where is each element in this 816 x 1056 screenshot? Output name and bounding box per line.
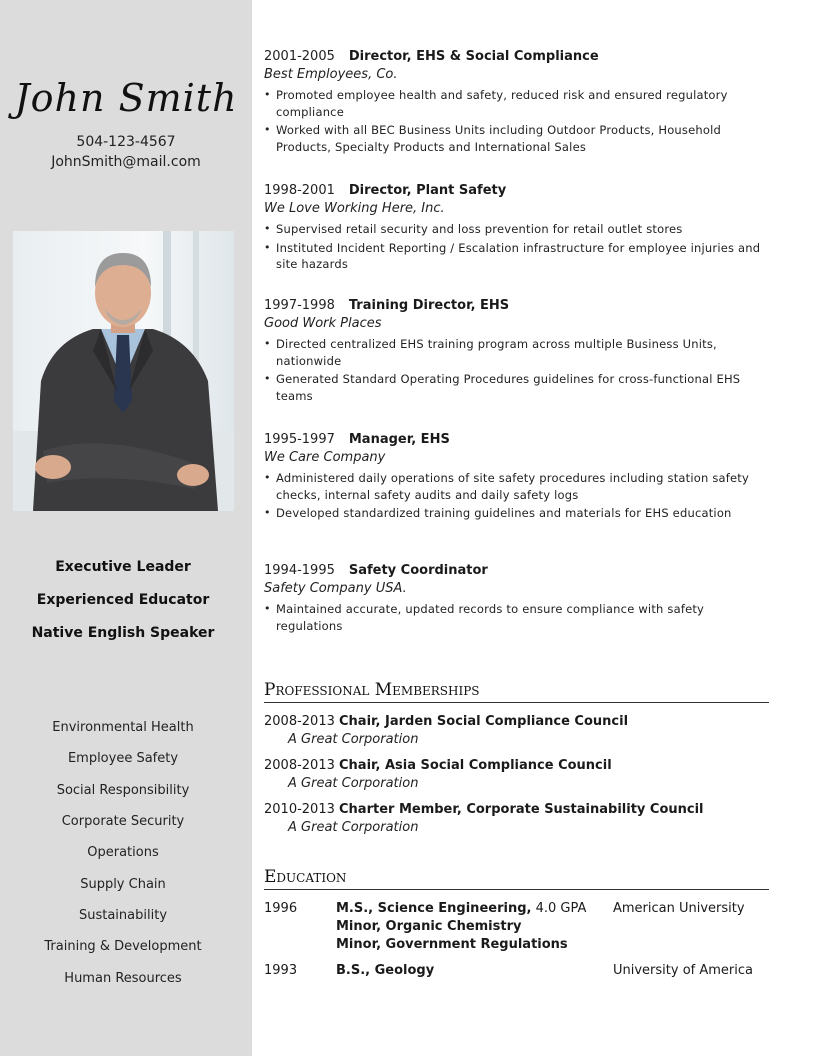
membership-entry xyxy=(264,801,769,837)
membership-org: A Great Corporation xyxy=(288,732,419,747)
education-school: University of America xyxy=(613,963,753,978)
skill-item: Corporate Security xyxy=(61,814,185,829)
job-years: 2001-2005 xyxy=(264,49,335,64)
education-minor: Minor, Government Regulations xyxy=(336,937,568,952)
tagline-experienced-educator: Experienced Educator xyxy=(36,592,210,608)
skill-item: Social Responsibility xyxy=(56,783,190,798)
email-address: JohnSmith@mail.com xyxy=(51,154,201,170)
job-bullet: • Directed centralized EHS training program across multiple Business Units, nationwide xyxy=(264,336,769,369)
job-bullets xyxy=(264,470,769,522)
education-year: 1993 xyxy=(264,963,298,978)
education-heading: Education xyxy=(264,867,769,890)
education-degree: B.S., Geology xyxy=(336,963,435,978)
phone-number: 504-123-4567 xyxy=(76,134,176,150)
education-minor: Minor, Organic Chemistry xyxy=(336,919,522,934)
candidate-name: John Smith xyxy=(14,76,238,120)
skill-item: Human Resources xyxy=(64,971,182,986)
education-entry xyxy=(264,900,769,956)
portrait-illustration xyxy=(13,231,234,511)
education-gpa: 4.0 GPA xyxy=(531,901,587,916)
job-bullets xyxy=(264,221,769,273)
job-title: Director, Plant Safety xyxy=(348,183,507,198)
skill-item: Environmental Health xyxy=(52,720,194,735)
skill-item: Supply Chain xyxy=(80,877,166,892)
job-years: 1998-2001 xyxy=(264,183,335,198)
education-degree-block xyxy=(336,900,586,954)
tagline-native-english: Native English Speaker xyxy=(31,625,215,641)
job-bullet: • Administered daily operations of site safety procedures including station safety checks, internal safety audits and daily safety logs xyxy=(264,470,769,503)
education-year: 1996 xyxy=(264,901,298,916)
job-bullets xyxy=(264,336,769,404)
portrait-photo xyxy=(13,231,234,511)
job-title: Safety Coordinator xyxy=(348,563,488,578)
job-years: 1994-1995 xyxy=(264,563,335,578)
membership-role: Chair, Asia Social Compliance Council xyxy=(339,758,612,773)
job-bullet: • Generated Standard Operating Procedures guidelines for cross-functional EHS teams xyxy=(264,371,769,404)
job-bullets xyxy=(264,87,769,155)
job-entry xyxy=(264,431,769,522)
membership-years: 2010-2013 xyxy=(264,802,335,817)
membership-role: Charter Member, Corporate Sustainability Council xyxy=(339,802,704,817)
membership-role: Chair, Jarden Social Compliance Council xyxy=(339,714,629,729)
job-bullet: • Developed standardized training guidelines and materials for EHS education xyxy=(264,505,769,522)
job-bullet: • Promoted employee health and safety, reduced risk and ensured regulatory compliance xyxy=(264,87,769,120)
memberships-heading: Professional Memberships xyxy=(264,680,769,703)
skill-item: Sustainability xyxy=(78,908,168,923)
job-bullets xyxy=(264,601,769,634)
skill-item: Operations xyxy=(87,845,159,860)
main-content xyxy=(264,0,769,1056)
membership-entry xyxy=(264,713,769,749)
job-title: Training Director, EHS xyxy=(348,298,510,313)
tagline-executive-leader: Executive Leader xyxy=(55,559,191,575)
skill-item: Training & Development xyxy=(44,939,202,954)
skill-item: Employee Safety xyxy=(67,751,179,766)
job-entry xyxy=(264,182,769,273)
membership-years: 2008-2013 xyxy=(264,714,335,729)
job-company: Best Employees, Co. xyxy=(264,67,398,82)
job-company: We Love Working Here, Inc. xyxy=(264,201,445,216)
job-company: Safety Company USA. xyxy=(264,581,407,596)
job-years: 1997-1998 xyxy=(264,298,335,313)
job-title: Manager, EHS xyxy=(348,432,450,447)
education-entry xyxy=(264,962,769,980)
job-bullet: • Worked with all BEC Business Units including Outdoor Products, Household Products, Specialty Products and International Sales xyxy=(264,122,769,155)
job-company: Good Work Places xyxy=(264,316,382,331)
education-degree: M.S., Science Engineering, xyxy=(336,901,532,916)
education-degree-block xyxy=(336,962,434,980)
job-years: 1995-1997 xyxy=(264,432,335,447)
job-bullet: • Supervised retail security and loss prevention for retail outlet stores xyxy=(264,221,769,238)
membership-entry xyxy=(264,757,769,793)
education-school: American University xyxy=(613,901,745,916)
job-entry xyxy=(264,48,769,155)
membership-years: 2008-2013 xyxy=(264,758,335,773)
job-bullet: • Instituted Incident Reporting / Escalation infrastructure for employee injuries and site hazards xyxy=(264,240,769,273)
job-company: We Care Company xyxy=(264,450,386,465)
membership-org: A Great Corporation xyxy=(288,820,419,835)
job-title: Director, EHS & Social Compliance xyxy=(348,49,599,64)
job-entry xyxy=(264,562,769,634)
membership-org: A Great Corporation xyxy=(288,776,419,791)
job-entry xyxy=(264,297,769,404)
job-bullet: • Maintained accurate, updated records to ensure compliance with safety regulations xyxy=(264,601,769,634)
sidebar xyxy=(0,0,252,1056)
